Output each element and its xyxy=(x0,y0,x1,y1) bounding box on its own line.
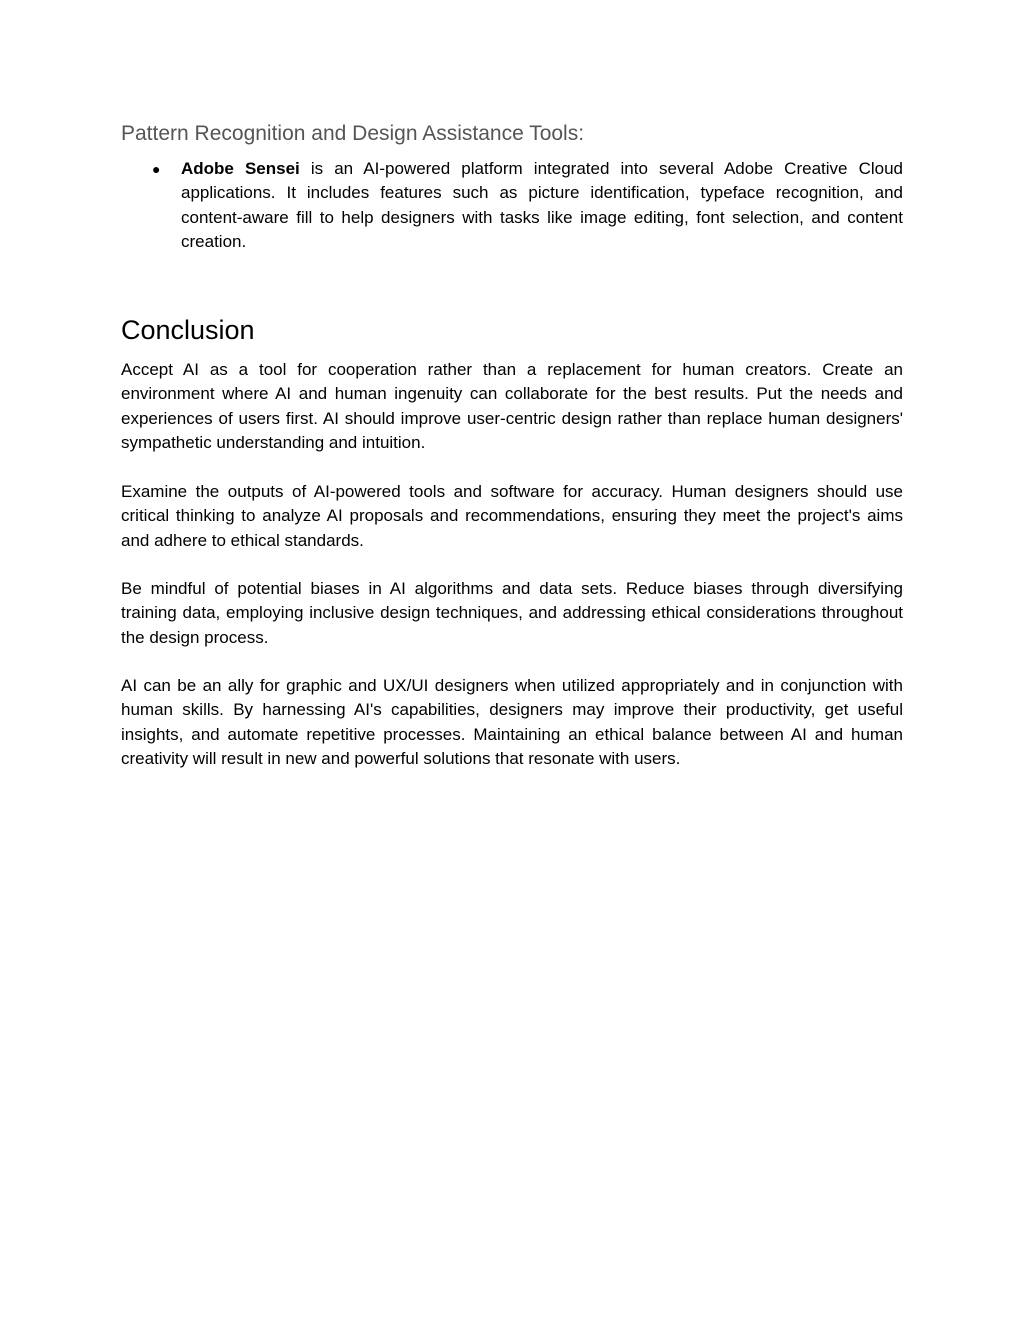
conclusion-heading: Conclusion xyxy=(121,315,255,345)
conclusion-paragraph-3: Be mindful of potential biases in AI algorithms and data sets. Reduce biases through diversifying training data, employing inclusive design techniques, and addressing ethical considerations throughout the design process. xyxy=(121,579,903,647)
conclusion-paragraph-4: AI can be an ally for graphic and UX/UI designers when utilized appropriately and in conjunction with human skills. By harnessing AI's capabilities, designers may improve their productivity, get useful insights, and automate repetitive processes. Maintaining an ethical balance between AI and human creativity will result in new and powerful solutions that resonate with users. xyxy=(121,676,903,768)
bullet-marker: ● xyxy=(152,161,161,177)
bullet-list xyxy=(121,157,903,254)
bullet-text: is an AI-powered platform integrated into several Adobe Creative Cloud applications. It includes features such as picture identification, typeface recognition, and content-aware fill to help designers with tasks like image editing, font selection, and content creation. xyxy=(181,159,903,251)
bullet-term: Adobe Sensei xyxy=(181,159,300,178)
section-subheading: Pattern Recognition and Design Assistance Tools: xyxy=(121,122,585,145)
conclusion-paragraph-2: Examine the outputs of AI-powered tools and software for accuracy. Human designers should use critical thinking to analyze AI proposals and recommendations, ensuring they meet the project's aims and adhere to ethical standards. xyxy=(121,482,903,550)
bullet-item-adobe-sensei xyxy=(121,157,903,254)
conclusion-paragraph-1: Accept AI as a tool for cooperation rather than a replacement for human creators. Create an environment where AI and human ingenuity can collaborate for the best results. Put the needs and experiences of users first. AI should improve user-centric design rather than replace human designers' sympathetic understanding and intuition. xyxy=(121,360,903,452)
